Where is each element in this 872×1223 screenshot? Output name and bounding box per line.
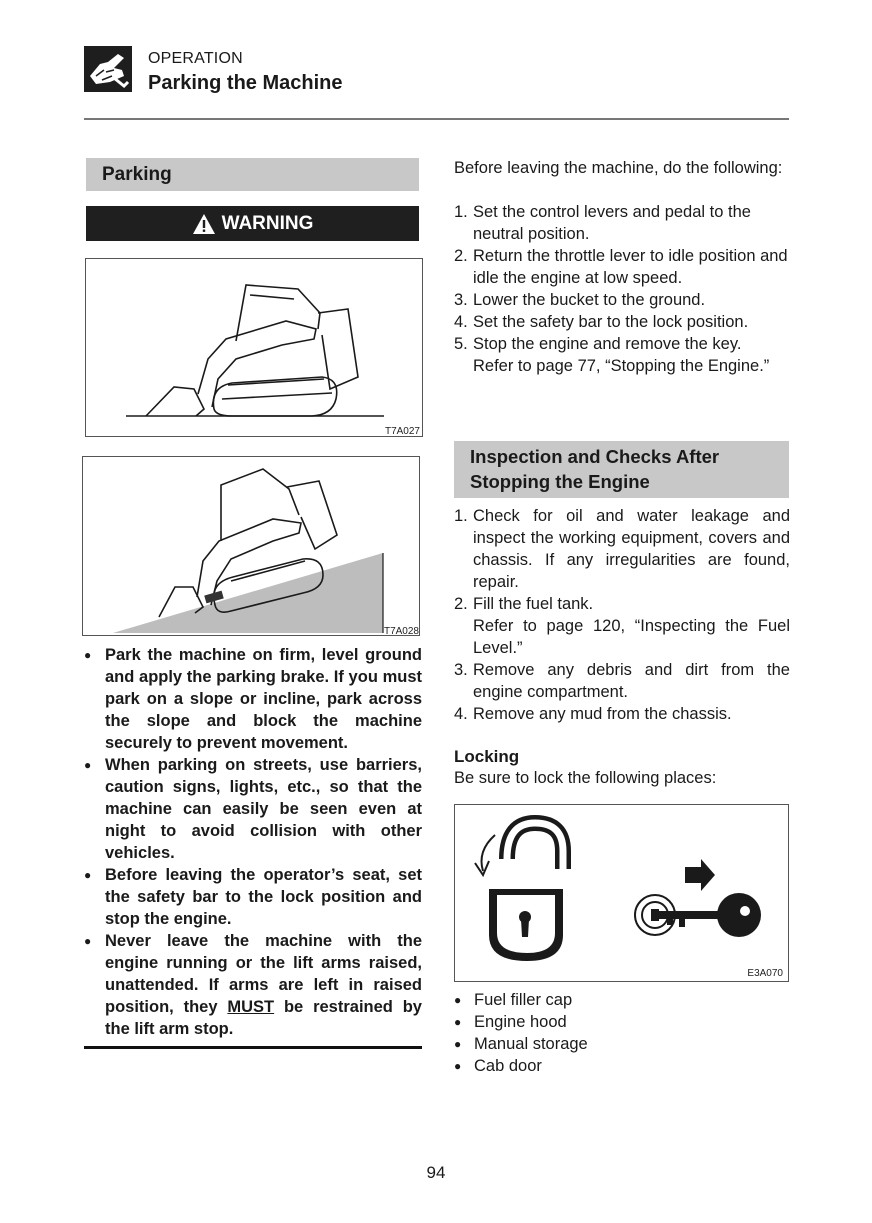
- list-item: [454, 659, 790, 703]
- list-item: [454, 311, 790, 333]
- step-number: 2.: [454, 595, 468, 613]
- list-item: ● Cab door: [454, 1055, 588, 1077]
- page-reference: Refer to page 77, “Stopping the Engine.”: [473, 357, 770, 375]
- step-text: Set the control levers and pedal to the neutral position.: [473, 203, 751, 243]
- step-number: 2.: [454, 247, 468, 265]
- step-number: 3.: [454, 661, 468, 679]
- key-icon: [635, 859, 761, 937]
- list-item: [454, 505, 790, 593]
- step-number: 3.: [454, 291, 468, 309]
- step-text: Fill the fuel tank.: [473, 595, 594, 613]
- locking-text: Be sure to lock the following places:: [454, 769, 717, 787]
- list-item: [454, 593, 790, 659]
- operator-hand-icon: [84, 46, 132, 92]
- warning-bullet: ● When parking on streets, use barriers, caution signs, lights, etc., so that the machine can easily be seen even at night to avoid collision with other vehicles.: [84, 754, 422, 864]
- step-text: Stop the engine and remove the key.: [473, 335, 742, 353]
- header-divider: [84, 118, 789, 120]
- step-number: 5.: [454, 335, 468, 353]
- step-number: 1.: [454, 203, 468, 221]
- intro-text: Before leaving the machine, do the following:: [454, 159, 783, 177]
- section-label: OPERATION: [148, 50, 243, 67]
- warning-bullet: [84, 930, 422, 1040]
- warning-bullet: ● Park the machine on firm, level ground and apply the parking brake. If you must park on a slope or incline, park across the slope and block the machine securely to prevent movement.: [84, 644, 422, 754]
- padlock-icon: [475, 823, 563, 961]
- warning-bullet: ● Before leaving the operator’s seat, set the safety bar to the lock position and stop the engine.: [84, 864, 422, 930]
- list-item: [454, 201, 790, 245]
- page-number: 94: [426, 1163, 446, 1182]
- step-number: 4.: [454, 313, 468, 331]
- inspection-checks-list: [454, 505, 790, 725]
- warning-banner: [86, 206, 419, 241]
- skid-steer-level-illustration: [86, 259, 424, 438]
- warning-triangle-icon: [192, 213, 216, 235]
- step-text: Return the throttle lever to idle position and idle the engine at low speed.: [473, 247, 788, 287]
- inspection-heading-line1: Inspection and Checks After: [470, 446, 720, 467]
- list-item: [454, 245, 790, 289]
- parking-steps-list: [454, 201, 790, 377]
- list-item: ● Fuel filler cap: [454, 989, 588, 1011]
- locking-heading: Locking: [454, 747, 520, 766]
- list-item: [454, 289, 790, 311]
- list-item: [454, 703, 790, 725]
- page-reference: Refer to page 120, “Inspecting the Fuel Level.”: [473, 617, 790, 657]
- list-item: [454, 333, 790, 377]
- step-text: Remove any mud from the chassis.: [473, 705, 732, 723]
- figure-lock-key: [454, 804, 789, 982]
- warning-end-rule: [84, 1046, 422, 1049]
- bullet-text: be restrained by the lift arm stop.: [105, 998, 422, 1038]
- list-item: ● Manual storage: [454, 1033, 588, 1055]
- step-number: 4.: [454, 705, 468, 723]
- figure-machine-slope: [82, 456, 420, 636]
- inspection-heading-line2: Stopping the Engine: [470, 471, 650, 492]
- page-title: Parking the Machine: [148, 72, 343, 94]
- must-emphasis: MUST: [227, 998, 275, 1016]
- step-number: 1.: [454, 507, 468, 525]
- step-text: Lower the bucket to the ground.: [473, 291, 706, 309]
- skid-steer-slope-illustration: [83, 457, 421, 637]
- figure-machine-level-ground: [85, 258, 423, 437]
- figure2-code: T7A028: [383, 626, 419, 637]
- bullet-text: Never leave the machine with the engine running or the lift arms raised, unattended. If arms are left in raised position, they: [105, 932, 422, 1016]
- inspection-heading: [454, 441, 789, 498]
- lock-places-list: [454, 989, 588, 1077]
- warning-label: WARNING: [221, 212, 314, 234]
- step-text: Set the safety bar to the lock position.: [473, 313, 749, 331]
- warning-bullet-list: [84, 644, 422, 1040]
- figure3-code: E3A070: [747, 968, 783, 979]
- step-text: Check for oil and water leakage and inspect the working equipment, covers and chassis. If any irregularities are found, repair.: [473, 507, 790, 591]
- lock-and-key-illustration: [455, 805, 790, 983]
- figure1-code: T7A027: [384, 426, 420, 437]
- parking-heading: Parking: [86, 158, 419, 191]
- list-item: ● Engine hood: [454, 1011, 588, 1033]
- step-text: Remove any debris and dirt from the engine compartment.: [473, 661, 790, 701]
